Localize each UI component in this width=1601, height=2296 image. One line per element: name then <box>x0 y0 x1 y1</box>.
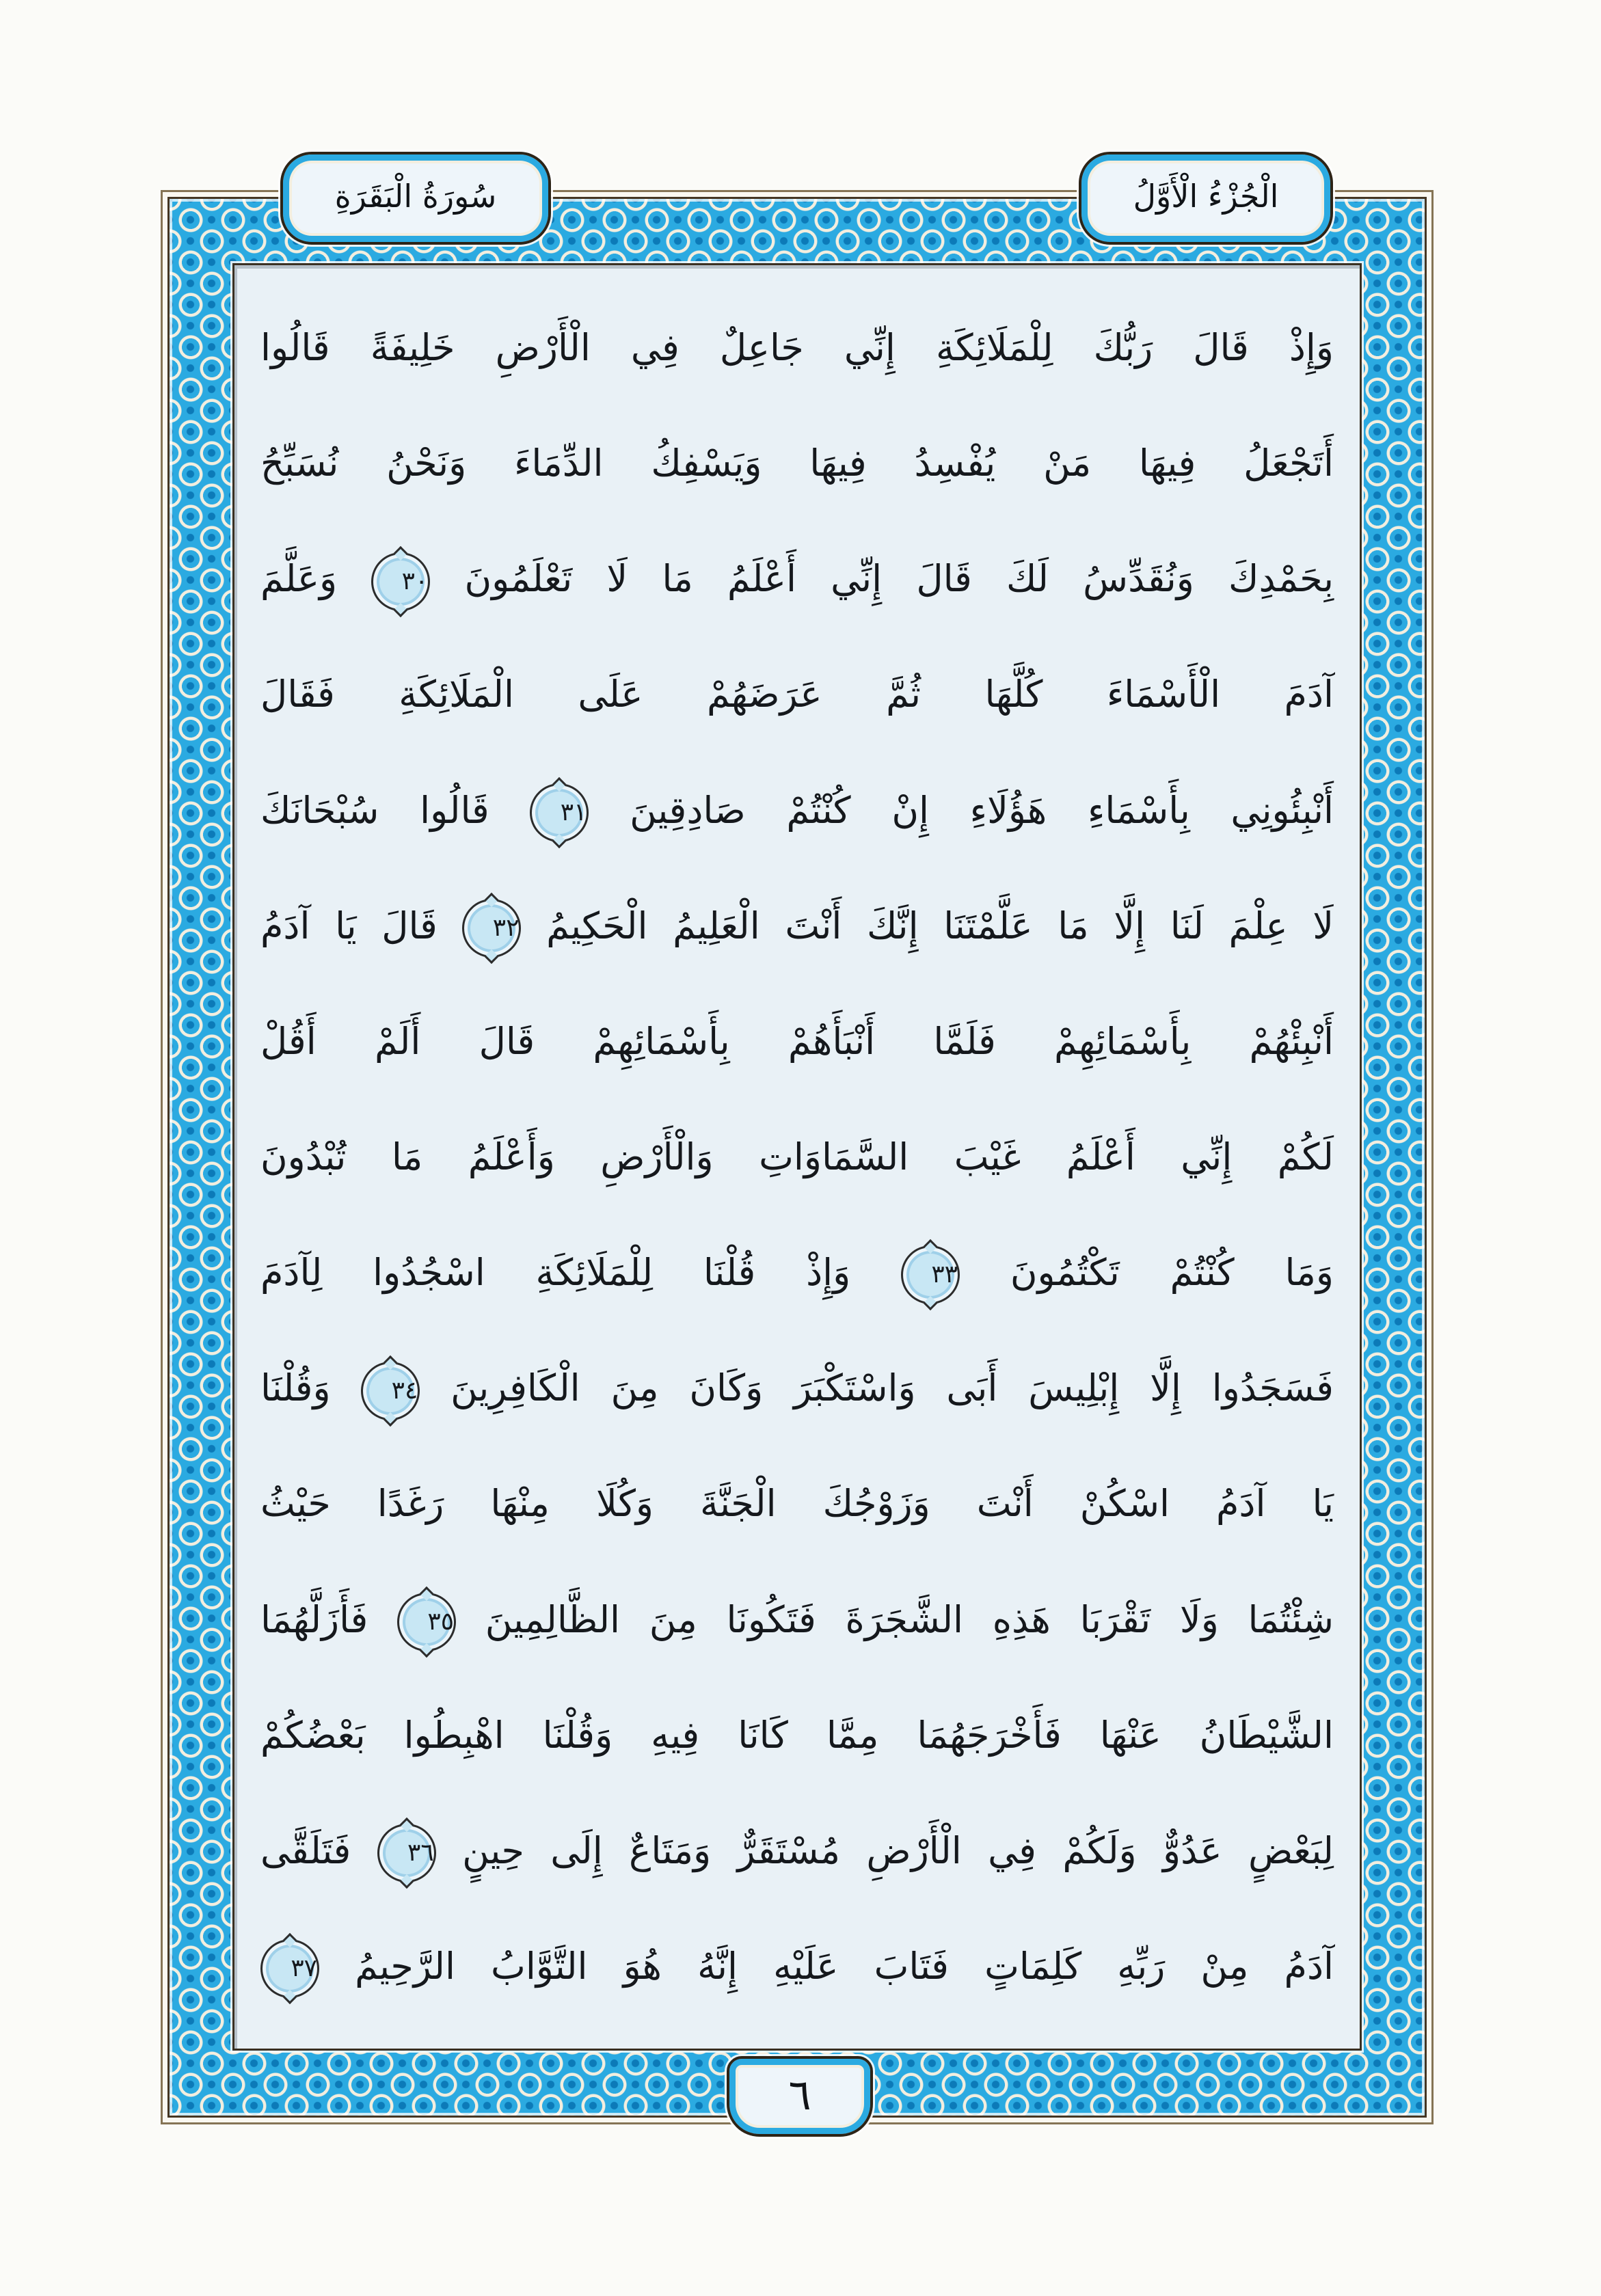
verse-text: لَا عِلْمَ لَنَا إِلَّا مَا عَلَّمْتَنَا إِنَّكَ أَنْتَ الْعَلِيمُ الْحَكِيمُ <box>546 904 1334 947</box>
quran-line <box>260 1215 1334 1330</box>
page-number-tab <box>727 2056 873 2137</box>
quran-line <box>260 1330 1334 1446</box>
juz-tab <box>1079 152 1333 245</box>
verse-text: أَنْبِئْهُمْ بِأَسْمَائِهِمْ فَلَمَّا أَنْبَأَهُمْ بِأَسْمَائِهِمْ قَالَ أَلَمْ أَقُلْ <box>260 1019 1334 1063</box>
verse-text: بِحَمْدِكَ وَنُقَدِّسُ لَكَ قَالَ إِنِّي أَعْلَمُ مَا لَا تَعْلَمُونَ <box>464 557 1334 601</box>
verse-text: لِبَعْضٍ عَدُوٌّ وَلَكُمْ فِي الْأَرْضِ مُسْتَقَرٌّ وَمَتَاعٌ إِلَى حِينٍ <box>462 1828 1334 1872</box>
page-number-label: ٦ <box>788 2069 811 2120</box>
quran-line <box>260 290 1334 405</box>
verse-text: وَإِذْ قُلْنَا لِلْمَلَائِكَةِ اسْجُدُوا لِآدَمَ <box>260 1251 851 1295</box>
ayah-marker: ٣١ <box>530 783 589 842</box>
verse-text: فَسَجَدُوا إِلَّا إِبْلِيسَ أَبَى وَاسْتَكْبَرَ وَكَانَ مِنَ الْكَافِرِينَ <box>450 1366 1334 1410</box>
quran-line <box>260 521 1334 636</box>
ayah-marker: ٣٥ <box>397 1593 456 1651</box>
quran-line <box>260 636 1334 752</box>
quran-line <box>260 753 1334 868</box>
quran-line <box>260 405 1334 521</box>
ayah-marker: ٣٣ <box>901 1245 960 1304</box>
quran-line <box>260 1099 1334 1215</box>
verse-text: قَالُوا سُبْحَانَكَ <box>260 788 489 832</box>
quran-line <box>260 1446 1334 1561</box>
verse-text: أَتَجْعَلُ فِيهَا مَنْ يُفْسِدُ فِيهَا وَيَسْفِكُ الدِّمَاءَ وَنَحْنُ نُسَبِّحُ <box>260 442 1334 485</box>
ayah-marker: ٣٤ <box>361 1362 420 1420</box>
quran-line <box>260 1562 1334 1677</box>
verse-text: قَالَ يَا آدَمُ <box>260 904 438 947</box>
verse-text: وَعَلَّمَ <box>260 557 338 601</box>
quran-line <box>260 1677 1334 1793</box>
quran-line <box>260 1908 1334 2024</box>
verse-text: آدَمَ الْأَسْمَاءَ كُلَّهَا ثُمَّ عَرَضَهُمْ عَلَى الْمَلَائِكَةِ فَقَالَ <box>260 673 1334 716</box>
ayah-marker: ٣٧ <box>260 1939 319 1998</box>
verse-text: فَتَلَقَّى <box>260 1828 351 1872</box>
quran-line <box>260 984 1334 1099</box>
quran-line <box>260 868 1334 984</box>
ayah-marker: ٣٠ <box>371 552 430 611</box>
verse-text: آدَمُ مِنْ رَبِّهِ كَلِمَاتٍ فَتَابَ عَلَيْهِ إِنَّهُ هُوَ التَّوَّابُ الرَّحِيمُ <box>355 1944 1334 1988</box>
verse-text: الشَّيْطَانُ عَنْهَا فَأَخْرَجَهُمَا مِمَّا كَانَا فِيهِ وَقُلْنَا اهْبِطُوا بَعْضُكُمْ <box>260 1713 1334 1757</box>
verse-text: شِئْتُمَا وَلَا تَقْرَبَا هَذِهِ الشَّجَرَةَ فَتَكُونَا مِنَ الظَّالِمِينَ <box>485 1597 1334 1641</box>
verse-text: وَمَا كُنْتُمْ تَكْتُمُونَ <box>1010 1251 1334 1295</box>
juz-label: الْجُزْءُ الْأَوَّلُ <box>1133 178 1279 215</box>
verse-text: وَقُلْنَا <box>260 1366 331 1410</box>
verse-text: فَأَزَلَّهُمَا <box>260 1597 368 1641</box>
ayah-marker: ٣٢ <box>462 899 521 958</box>
quran-text-area <box>232 263 1362 2051</box>
verse-text: لَكُمْ إِنِّي أَعْلَمُ غَيْبَ السَّمَاوَاتِ وَالْأَرْضِ وَأَعْلَمُ مَا تُبْدُونَ <box>260 1135 1334 1178</box>
ayah-marker: ٣٦ <box>377 1824 436 1882</box>
surah-name-label: سُورَةُ الْبَقَرَةِ <box>334 178 497 215</box>
verse-text: أَنْبِئُونِي بِأَسْمَاءِ هَؤُلَاءِ إِنْ كُنْتُمْ صَادِقِينَ <box>630 788 1334 832</box>
quran-line <box>260 1793 1334 1908</box>
verse-text: يَا آدَمُ اسْكُنْ أَنْتَ وَزَوْجُكَ الْجَنَّةَ وَكُلَا مِنْهَا رَغَدًا حَيْثُ <box>260 1482 1334 1526</box>
surah-name-tab <box>280 152 551 245</box>
verse-text: وَإِذْ قَالَ رَبُّكَ لِلْمَلَائِكَةِ إِنِّي جَاعِلٌ فِي الْأَرْضِ خَلِيفَةً قَالُوا <box>260 326 1334 369</box>
